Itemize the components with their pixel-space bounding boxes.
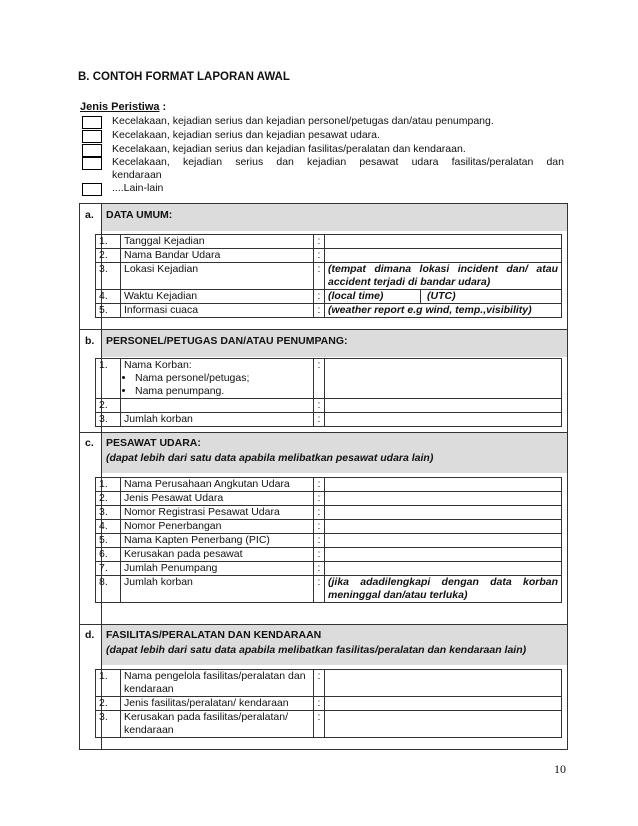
table-row <box>96 290 562 304</box>
row-number: 3. <box>96 711 121 738</box>
row-colon: : <box>314 670 325 697</box>
row-number: 2. <box>96 492 121 506</box>
kerusakan-pesawat-field[interactable] <box>325 548 562 562</box>
table-row <box>96 520 562 534</box>
tanggal-kejadian-field[interactable] <box>325 235 562 249</box>
jenis-colon: : <box>159 101 167 113</box>
row-colon: : <box>314 711 325 738</box>
row-label: Kerusakan pada pesawat <box>121 548 314 562</box>
row-number: 1. <box>96 359 121 399</box>
section-d-letter: d. <box>85 629 95 641</box>
table-row <box>96 249 562 263</box>
nama-korban-label: Nama Korban: <box>124 359 192 371</box>
table-row <box>96 235 562 249</box>
row-number: 2. <box>96 249 121 263</box>
jumlah-korban-pesawat-field[interactable]: (jika adadilengkapi dengan data korban meninggal dan/atau terluka) <box>325 576 562 603</box>
table-row <box>96 478 562 492</box>
option-label: ....Lain-lain <box>112 182 164 194</box>
section-b-table <box>95 358 562 427</box>
section-b-title: PERSONEL/PETUGAS DAN/ATAU PENUMPANG: <box>106 335 348 347</box>
option-label: Kecelakaan, kejadian serius dan kejadian pesawat udara. <box>112 129 380 141</box>
row-label: Nama Perusahaan Angkutan Udara <box>121 478 314 492</box>
table-row <box>96 697 562 711</box>
list-item: • Nama personel/petugas; <box>135 372 310 385</box>
table-row <box>96 576 562 603</box>
row-number: 3. <box>96 263 121 290</box>
jenis-label-text: Jenis Peristiwa <box>80 101 160 113</box>
bullet-list <box>124 372 310 398</box>
local-time-hint: (local time) <box>328 290 421 303</box>
perusahaan-angkutan-field[interactable] <box>325 478 562 492</box>
row-label: Waktu Kejadian <box>121 290 314 304</box>
row-number: 2. <box>96 399 121 413</box>
section-c-letter: c. <box>85 437 94 449</box>
row-colon: : <box>314 263 325 290</box>
nomor-registrasi-field[interactable] <box>325 506 562 520</box>
section-d-subtitle: (dapat lebih dari satu data apabila melibatkan fasilitas/peralatan dan kendaraan lain) <box>106 644 527 656</box>
row-colon: : <box>314 249 325 263</box>
nama-bandar-udara-field[interactable] <box>325 249 562 263</box>
row-number: 3. <box>96 413 121 427</box>
row-label: Nama Bandar Udara <box>121 249 314 263</box>
row-label: Jenis Pesawat Udara <box>121 492 314 506</box>
jenis-pesawat-field[interactable] <box>325 492 562 506</box>
row-colon: : <box>314 235 325 249</box>
row-label: Kerusakan pada fasilitas/peralatan/ kendaraan <box>121 711 314 738</box>
section-c-subtitle: (dapat lebih dari satu data apabila melibatkan pesawat udara lain) <box>106 452 434 464</box>
nama-korban-field[interactable] <box>325 359 562 399</box>
row-label: Nama Kapten Penerbang (PIC) <box>121 534 314 548</box>
row-number: 4. <box>96 520 121 534</box>
table-row <box>96 506 562 520</box>
table-row <box>96 711 562 738</box>
row-number: 5. <box>96 304 121 318</box>
row-label: Lokasi Kejadian <box>121 263 314 290</box>
row-number: 1. <box>96 670 121 697</box>
blank-field[interactable] <box>325 399 562 413</box>
row-number: 1. <box>96 235 121 249</box>
checkbox[interactable] <box>82 130 102 143</box>
row-colon: : <box>314 520 325 534</box>
option-label: Kecelakaan, kejadian serius dan kejadian fasilitas/peralatan dan kendaraan. <box>112 143 466 155</box>
checkbox[interactable] <box>82 144 102 157</box>
table-row <box>96 413 562 427</box>
nama-kapten-field[interactable] <box>325 534 562 548</box>
row-colon: : <box>314 534 325 548</box>
jumlah-penumpang-field[interactable] <box>325 562 562 576</box>
row-colon: : <box>314 290 325 304</box>
section-d-table <box>95 669 562 738</box>
table-row <box>96 304 562 318</box>
row-label: Nomor Penerbangan <box>121 520 314 534</box>
option-label-continued: kendaraan <box>112 169 162 181</box>
row-number: 6. <box>96 548 121 562</box>
option-label: Kecelakaan, kejadian serius dan kejadian pesawat udara fasilitas/peralatan dan <box>112 156 564 168</box>
row-label: Tanggal Kejadian <box>121 235 314 249</box>
row-label: Nama pengelola fasilitas/peralatan dan kendaraan <box>121 670 314 697</box>
waktu-kejadian-field[interactable] <box>325 290 562 304</box>
checkbox[interactable] <box>82 116 102 129</box>
row-label: Informasi cuaca <box>121 304 314 318</box>
row-colon: : <box>314 399 325 413</box>
list-item: • Nama penumpang. <box>135 385 310 398</box>
table-row <box>96 562 562 576</box>
table-row <box>96 359 562 399</box>
row-colon: : <box>314 576 325 603</box>
row-label <box>121 399 314 413</box>
section-b-letter: b. <box>85 335 95 347</box>
row-number: 2. <box>96 697 121 711</box>
table-row <box>96 548 562 562</box>
jenis-peristiwa-label <box>80 101 166 113</box>
row-number: 3. <box>96 506 121 520</box>
informasi-cuaca-field[interactable]: (weather report e.g wind, temp.,visibility) <box>325 304 562 318</box>
table-row <box>96 399 562 413</box>
section-a-letter: a. <box>85 209 94 221</box>
row-number: 5. <box>96 534 121 548</box>
checkbox[interactable] <box>82 183 102 196</box>
row-label: Jumlah korban <box>121 576 314 603</box>
row-label <box>121 359 314 399</box>
table-row <box>96 492 562 506</box>
row-colon: : <box>314 562 325 576</box>
page-number: 10 <box>554 762 566 776</box>
table-row <box>96 534 562 548</box>
row-number: 7. <box>96 562 121 576</box>
section-a-table <box>95 234 562 318</box>
lokasi-kejadian-field[interactable]: (tempat dimana lokasi incident dan/ atau accident terjadi di bandar udara) <box>325 263 562 290</box>
row-number: 4. <box>96 290 121 304</box>
row-label: Jenis fasilitas/peralatan/ kendaraan <box>121 697 314 711</box>
jumlah-korban-field[interactable] <box>325 413 562 427</box>
pengelola-fasilitas-field[interactable] <box>325 670 562 697</box>
row-colon: : <box>314 506 325 520</box>
section-title: B. CONTOH FORMAT LAPORAN AWAL <box>78 71 290 83</box>
nomor-penerbangan-field[interactable] <box>325 520 562 534</box>
report-form-table <box>79 203 568 750</box>
section-c-title: PESAWAT UDARA: <box>106 437 201 449</box>
row-label: Jumlah Penumpang <box>121 562 314 576</box>
utc-hint: (UTC) <box>427 290 456 302</box>
jenis-fasilitas-field[interactable] <box>325 697 562 711</box>
row-colon: : <box>314 697 325 711</box>
row-label: Nomor Registrasi Pesawat Udara <box>121 506 314 520</box>
row-colon: : <box>314 359 325 399</box>
checkbox[interactable] <box>82 157 102 170</box>
section-d-title: FASILITAS/PERALATAN DAN KENDARAAN <box>106 629 322 641</box>
row-colon: : <box>314 492 325 506</box>
kerusakan-fasilitas-field[interactable] <box>325 711 562 738</box>
table-row <box>96 263 562 290</box>
row-number: 8. <box>96 576 121 603</box>
table-row <box>96 670 562 697</box>
section-a-title: DATA UMUM: <box>106 209 173 221</box>
row-colon: : <box>314 478 325 492</box>
option-label: Kecelakaan, kejadian serius dan kejadian personel/petugas dan/atau penumpang. <box>112 115 494 127</box>
section-c-table <box>95 477 562 603</box>
row-colon: : <box>314 548 325 562</box>
row-label: Jumlah korban <box>121 413 314 427</box>
row-colon: : <box>314 304 325 318</box>
row-colon: : <box>314 413 325 427</box>
row-number: 1. <box>96 478 121 492</box>
